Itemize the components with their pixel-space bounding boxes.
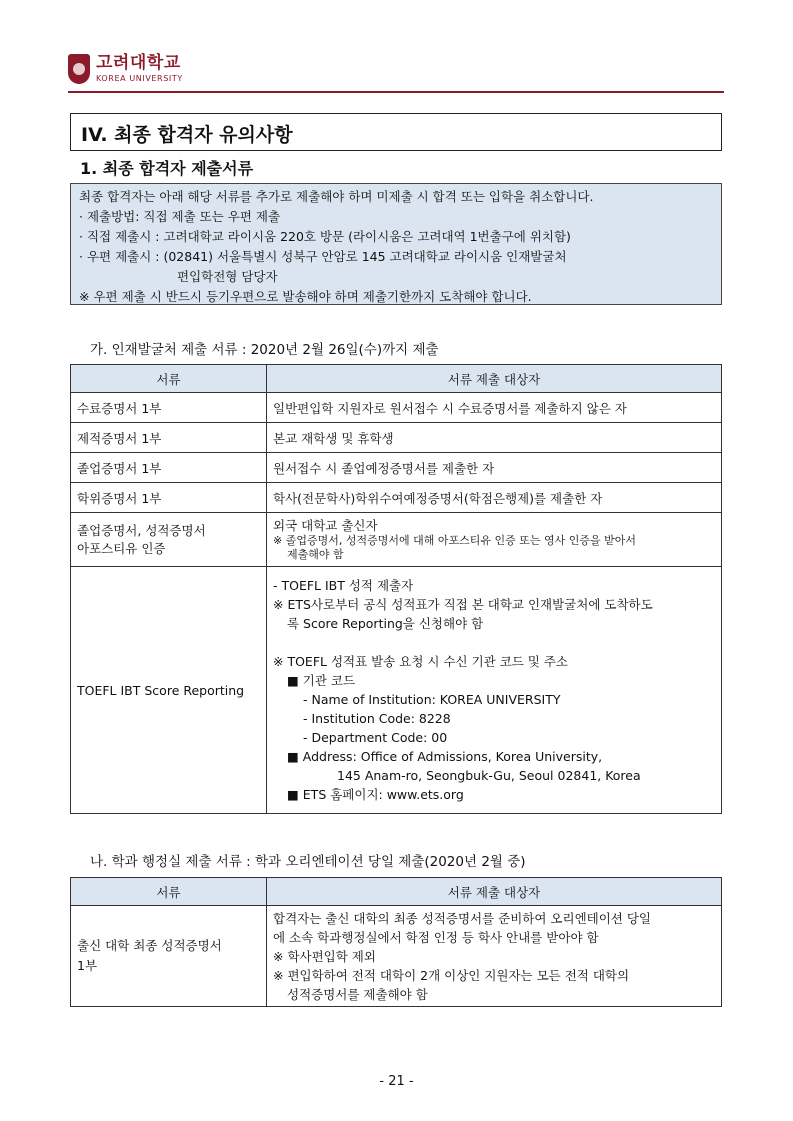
table-row — [71, 567, 722, 814]
table-header-row — [71, 878, 722, 906]
logo-english-text: KOREA UNIVERSITY — [96, 74, 183, 83]
table-row — [71, 513, 722, 567]
target-cell: 본교 재학생 및 휴학생 — [267, 423, 722, 453]
target-line: ■ 기관 코드 — [287, 673, 356, 688]
target-line: 에 소속 학과행정실에서 학점 인정 등 학사 안내를 받아야 함 — [273, 929, 599, 945]
notice-line: · 제출방법: 직접 제출 또는 우편 제출 — [79, 209, 281, 224]
target-cell: 원서접수 시 졸업예정증명서를 제출한 자 — [267, 453, 722, 483]
column-header-document: 서류 — [71, 878, 267, 906]
target-line: - TOEFL IBT 성적 제출자 — [273, 578, 414, 593]
logo-korean-text: 고려대학교 — [96, 53, 181, 73]
notice-line: ※ 우편 제출 시 반드시 등기우편으로 발송해야 하며 제출기한까지 도착해야 합니다. — [79, 289, 532, 304]
target-line: 록 Score Reporting을 신청해야 함 — [287, 616, 484, 631]
document-cell: 수료증명서 1부 — [71, 393, 267, 423]
target-line: ■ Address: Office of Admissions, Korea University, — [287, 749, 603, 764]
notice-line: 편입학전형 담당자 — [177, 269, 278, 284]
target-line: - Department Code: 00 — [303, 730, 448, 745]
table-a-caption: 가. 인재발굴처 제출 서류 : 2020년 2월 26일(수)까지 제출 — [90, 342, 439, 358]
table-b — [70, 877, 722, 1007]
table-row — [71, 393, 722, 423]
table-header-row — [71, 365, 722, 393]
document-cell: TOEFL IBT Score Reporting — [71, 567, 267, 814]
target-line: ※ 편입학하여 전적 대학이 2개 이상인 지원자는 모든 전적 대학의 — [273, 967, 630, 983]
table-row — [71, 906, 722, 1007]
document-cell — [71, 513, 267, 567]
document-cell — [71, 906, 267, 1007]
target-line: ※ TOEFL 성적표 발송 요청 시 수신 기관 코드 및 주소 — [273, 654, 569, 669]
target-line: 합격자는 출신 대학의 최종 성적증명서를 준비하여 오리엔테이션 당일 — [273, 910, 651, 926]
target-line: ■ ETS 홈페이지: www.ets.org — [287, 787, 464, 802]
target-line: ※ ETS사로부터 공식 성적표가 직접 본 대학교 인재발굴처에 도착하도 — [273, 597, 653, 612]
target-note: ※ 졸업증명서, 성적증명서에 대해 아포스티유 인증 또는 영사 인증을 받아서 — [273, 534, 636, 547]
target-cell: 일반편입학 지원자로 원서접수 시 수료증명서를 제출하지 않은 자 — [267, 393, 722, 423]
target-line: 외국 대학교 출신자 — [273, 518, 378, 533]
document-line: 출신 대학 최종 성적증명서 — [77, 938, 222, 953]
notice-box — [70, 183, 722, 305]
header-divider — [68, 91, 724, 93]
target-note: 제출해야 함 — [287, 548, 344, 561]
column-header-target: 서류 제출 대상자 — [267, 878, 722, 906]
page-number: - 21 - — [379, 1074, 414, 1089]
target-line: ※ 학사편입학 제외 — [273, 948, 376, 964]
notice-line: · 우편 제출시 : (02841) 서울특별시 성북구 안암로 145 고려대학교 라이시움 인재발굴처 — [79, 249, 567, 264]
notice-line: 최종 합격자는 아래 해당 서류를 추가로 제출해야 하며 미제출 시 합격 또는 입학을 취소합니다. — [79, 189, 594, 204]
target-cell — [267, 513, 722, 567]
column-header-document: 서류 — [71, 365, 267, 393]
subsection-title: 1. 최종 합격자 제출서류 — [80, 159, 254, 178]
table-a — [70, 364, 722, 814]
target-cell — [267, 906, 722, 1007]
document-line: 졸업증명서, 성적증명서 — [77, 522, 206, 538]
table-row — [71, 483, 722, 513]
section-title: IV. 최종 합격자 유의사항 — [70, 113, 722, 151]
target-line: 성적증명서를 제출해야 함 — [287, 986, 428, 1002]
document-cell: 학위증명서 1부 — [71, 483, 267, 513]
table-row — [71, 453, 722, 483]
target-line: - Institution Code: 8228 — [303, 711, 451, 726]
column-header-target: 서류 제출 대상자 — [267, 365, 722, 393]
target-line: 145 Anam-ro, Seongbuk-Gu, Seoul 02841, Korea — [337, 768, 641, 783]
document-line: 아포스티유 인증 — [77, 540, 166, 556]
target-line: - Name of Institution: KOREA UNIVERSITY — [303, 692, 561, 707]
table-b-caption: 나. 학과 행정실 제출 서류 : 학과 오리엔테이션 당일 제출(2020년 2월 중) — [90, 854, 526, 870]
university-logo — [68, 54, 183, 84]
target-cell: 학사(전문학사)학위수여예정증명서(학점은행제)를 제출한 자 — [267, 483, 722, 513]
document-cell: 졸업증명서 1부 — [71, 453, 267, 483]
target-cell — [267, 567, 722, 814]
document-line: 1부 — [77, 958, 98, 973]
university-emblem-icon — [68, 54, 90, 84]
notice-line: · 직접 제출시 : 고려대학교 라이시움 220호 방문 (라이시움은 고려대역 1번출구에 위치함) — [79, 229, 571, 244]
spacer — [273, 633, 715, 652]
document-cell: 제적증명서 1부 — [71, 423, 267, 453]
table-row — [71, 423, 722, 453]
